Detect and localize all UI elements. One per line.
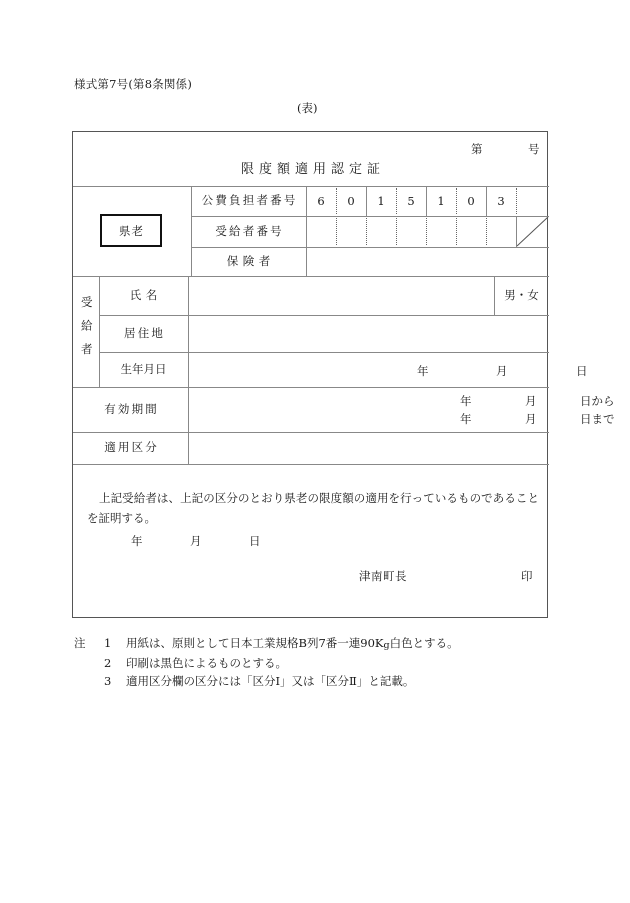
rule-digit-r1-6 (486, 186, 487, 216)
valid-from-month-marker: 月 (525, 394, 537, 408)
recipient-name-value (188, 276, 494, 315)
note-item (74, 655, 574, 670)
certification-year-marker: 年 (131, 534, 143, 548)
rule-digit-r2-4 (426, 218, 427, 245)
note-unit: g (383, 640, 390, 651)
form-code-label: 様式第7号(第8条関係) (74, 77, 193, 91)
recipient-address-value (188, 315, 549, 352)
public-funding-digit-3: 1 (377, 194, 385, 208)
rule-digit-r1-5 (456, 188, 457, 214)
rule-digit-r1-4 (426, 186, 427, 216)
valid-from-year-marker: 年 (460, 394, 472, 408)
note-text: 印刷は黒色によるものとする。 (126, 655, 287, 670)
insurer-label: 保険者 (226, 253, 275, 268)
recipient-address-label: 居住地 (124, 325, 166, 340)
certification-text: 上記受給者は、上記の区分のとおり県老の限度額の適用を行っているものであることを証明する。 (87, 491, 539, 526)
category-value (188, 432, 549, 464)
valid-to-day-marker: 日まで (580, 412, 615, 426)
insurer-value (306, 247, 549, 276)
certification-day-marker: 日 (249, 534, 261, 548)
rule-under-title (73, 186, 549, 187)
kenro-stamp-box: 県老 (100, 214, 162, 247)
rule-digit-r1-7 (516, 188, 517, 214)
note-text (126, 638, 574, 651)
seal-marker: 印 (521, 569, 533, 583)
rule-digit-r1-3 (396, 188, 397, 214)
recipient-name-label: 氏名 (129, 287, 162, 302)
page-title: 限度額適用認定証 (241, 162, 386, 177)
valid-to-year-marker: 年 (460, 412, 472, 426)
rule-digit-r1-1 (336, 188, 337, 214)
recipient-group-label: 受給者 (79, 296, 94, 367)
birth-year-marker: 年 (417, 364, 429, 378)
valid-period-value (188, 387, 615, 432)
valid-to-month-marker: 月 (525, 412, 537, 426)
public-funding-number-label: 公費負担者番号 (201, 193, 298, 208)
notes-heading: 注 (74, 636, 86, 650)
note-text: 適用区分欄の区分には「区分Ⅰ」又は「区分Ⅱ」と記載。 (126, 674, 415, 688)
rule-digit-r2-6 (486, 218, 487, 245)
note-item (74, 676, 574, 688)
note-item (74, 638, 574, 651)
certificate-number-prefix: 第 (471, 142, 483, 156)
certificate-number-suffix: 号 (528, 142, 540, 156)
recipient-number-void-slash (516, 216, 549, 247)
note-text-before: 用紙は、原則として日本工業規格B列7番一連90K (126, 636, 384, 650)
signatory-label: 津南町長 (359, 569, 407, 583)
note-number: 1 (104, 636, 112, 650)
public-funding-digit-1: 6 (317, 194, 325, 208)
rule-digit-r2-2 (366, 218, 367, 245)
notes-section (74, 638, 574, 695)
valid-period-label: 有効期間 (104, 401, 159, 416)
title-row (73, 132, 547, 186)
public-funding-digit-7: 3 (497, 194, 505, 208)
note-number: 2 (104, 655, 112, 670)
certificate-form-table (72, 131, 615, 618)
rule-digit-r2-3 (396, 218, 397, 245)
rule-digit-r2-5 (456, 218, 457, 245)
public-funding-digit-2: 0 (347, 194, 355, 208)
note-number: 3 (104, 674, 112, 688)
birth-day-marker: 日 (576, 364, 588, 378)
front-side-label: (表) (297, 101, 318, 115)
public-funding-digit-5: 1 (437, 194, 445, 208)
valid-from-day-marker: 日から (580, 394, 615, 408)
recipient-birthdate-value (188, 352, 588, 387)
recipient-birthdate-label: 生年月日 (120, 361, 167, 376)
birth-month-marker: 月 (496, 364, 508, 378)
public-funding-digit-4: 5 (407, 194, 415, 208)
gender-label: 男・女 (504, 287, 539, 302)
rule-digit-r2-1 (336, 218, 337, 245)
rule-digit-r1-2 (366, 186, 367, 216)
certification-block (73, 464, 547, 619)
public-funding-digit-6: 0 (467, 194, 475, 208)
certification-month-marker: 月 (190, 534, 202, 548)
category-label: 適用区分 (104, 440, 159, 455)
note-text-after: 白色とする。 (389, 636, 459, 650)
recipient-number-label: 受給者番号 (215, 223, 284, 238)
